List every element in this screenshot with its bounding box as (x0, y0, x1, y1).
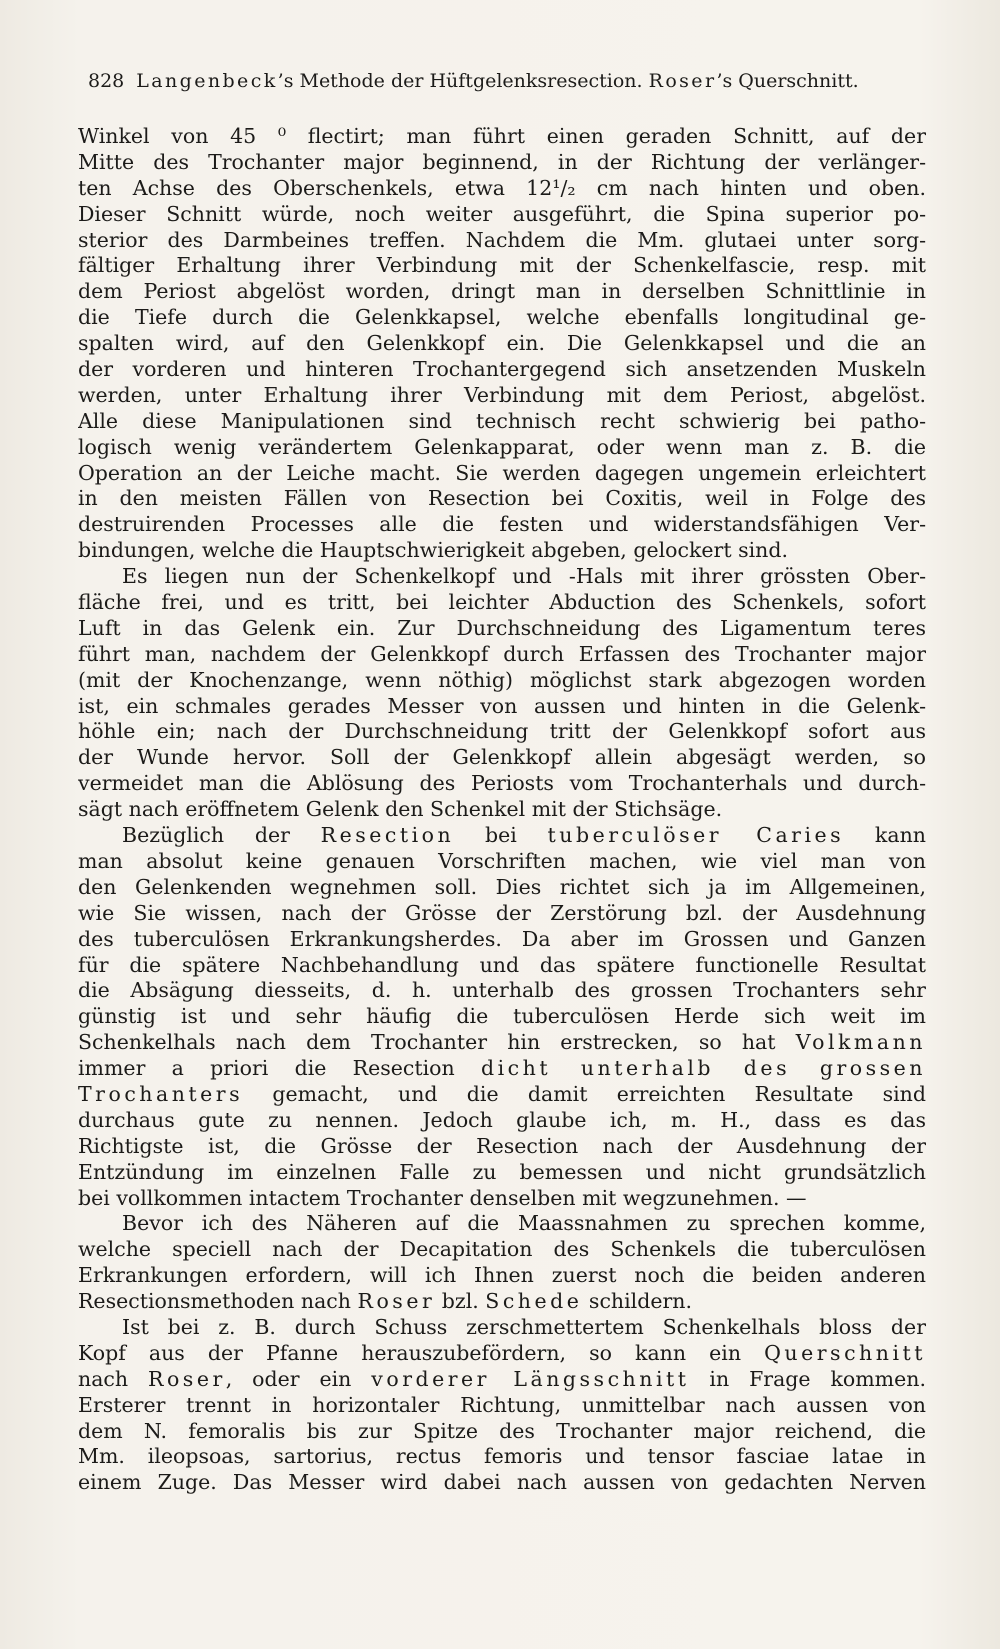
text-line (78, 461, 926, 487)
text-line (78, 331, 926, 357)
text-line (78, 978, 926, 1004)
text-segment: den Gelenkenden wegnehmen soll. Dies richtet sich ja im Allgemeinen, (78, 874, 926, 899)
text-segment: des tuberculösen Erkrankungsherdes. Da aber im Grossen und Ganzen (78, 926, 926, 951)
header-title: ’s Methode der Hüftgelenksresection. (277, 70, 643, 92)
text-line (78, 124, 926, 150)
header-author-2: Roser (648, 70, 717, 92)
text-segment: für die spätere Nachbehandlung und das spätere functionelle Resultat (78, 952, 926, 977)
text-segment: Ersterer trennt in horizontaler Richtung, unmittelbar nach aussen von (78, 1392, 926, 1417)
text-segment: sterior des Darmbeines treffen. Nachdem die Mm. glutaei unter sorg- (78, 227, 926, 252)
spaced-emphasis: Trochanters (78, 1081, 244, 1106)
text-segment: Mm. ileopsoas, sartorius, rectus femoris und tensor fasciae latae in (78, 1444, 926, 1469)
text-segment: kann (844, 823, 926, 848)
text-segment: spalten wird, auf den Gelenkkopf ein. Die Gelenkkapsel und die an (78, 331, 926, 356)
text-segment: logisch wenig verändertem Gelenkapparat, oder wenn man z. B. die (78, 434, 926, 459)
text-segment: nach (78, 1366, 149, 1391)
text-line (78, 409, 926, 435)
running-header (88, 66, 918, 96)
text-segment: in den meisten Fällen von Resection bei Coxitis, weil in Folge des (78, 486, 926, 511)
text-segment: bei (454, 823, 548, 848)
text-segment: ten Achse des Oberschenkels, etwa 12¹/₂ cm nach hinten und oben. (78, 175, 926, 200)
text-segment: Ist bei z. B. durch Schuss zerschmettertem Schenkelhals bloss der (122, 1314, 926, 1339)
text-line (78, 953, 926, 979)
text-line (78, 1134, 926, 1160)
text-line (78, 616, 926, 642)
page-number: 828 (88, 70, 125, 92)
text-segment: höhle ein; nach der Durchschneidung tritt der Gelenkkopf sofort aus (78, 719, 926, 744)
text-segment: die Absägung diesseits, d. h. unterhalb des grossen Trochanters sehr (78, 978, 926, 1003)
text-line (78, 228, 926, 254)
text-segment: Bezüglich der (122, 823, 321, 848)
text-line (78, 771, 926, 797)
text-segment: bindungen, welche die Hauptschwierigkeit abgeben, gelockert sind. (78, 538, 788, 563)
text-line (78, 1082, 926, 1108)
text-segment: bei vollkommen intactem Trochanter denselben mit wegzunehmen. — (78, 1185, 807, 1210)
text-line (78, 1160, 926, 1186)
text-line (78, 590, 926, 616)
text-line (78, 279, 926, 305)
text-segment: Operation an der Leiche macht. Sie werden dagegen ungemein erleichtert (78, 460, 926, 485)
text-segment: einem Zuge. Das Messer wird dabei nach aussen von gedachten Nerven (78, 1470, 926, 1495)
body-text (78, 124, 926, 1496)
text-segment: Resectionsmethoden nach (78, 1289, 358, 1314)
text-line (78, 927, 926, 953)
text-segment: Alle diese Manipulationen sind technisch recht schwierig bei patho- (78, 408, 926, 433)
text-segment: Es liegen nun der Schenkelkopf und -Hals mit ihrer grössten Ober- (122, 564, 926, 589)
text-line (78, 564, 926, 590)
text-line (78, 668, 926, 694)
spaced-emphasis: Roser (357, 1289, 436, 1314)
text-line (78, 797, 926, 823)
text-segment: Schenkelhals nach dem Trochanter hin erstrecken, so hat (78, 1030, 796, 1055)
text-segment: günstig ist und sehr häufig die tuberculösen Herde sich weit im (78, 1004, 926, 1029)
text-segment: führt man, nachdem der Gelenkkopf durch Erfassen des Trochanter major (78, 641, 926, 666)
text-line (78, 901, 926, 927)
text-line (78, 1419, 926, 1445)
text-line (78, 538, 926, 564)
text-segment: destruirenden Processes alle die festen und widerstandsfähigen Ver- (78, 512, 926, 537)
text-segment: man absolut keine genauen Vorschriften machen, wie viel man von (78, 848, 926, 873)
text-segment: Richtigste ist, die Grösse der Resection nach der Ausdehnung der (78, 1133, 926, 1158)
text-segment: ist, ein schmales gerades Messer von aussen und hinten in die Gelenk- (78, 693, 926, 718)
text-line (78, 1289, 926, 1315)
text-segment: welche speciell nach der Decapitation des Schenkels die tuberculösen (78, 1237, 926, 1262)
text-segment: dem Periost abgelöst worden, dringt man in derselben Schnittlinie in (78, 279, 926, 304)
spaced-emphasis: tuberculöser Caries (547, 823, 845, 848)
text-line (78, 849, 926, 875)
text-line (78, 1030, 926, 1056)
text-line (78, 383, 926, 409)
text-segment: Winkel von 45 ⁰ flectirt; man führt einen geraden Schnitt, auf der (78, 124, 926, 148)
spaced-emphasis: Roser (148, 1366, 226, 1391)
header-author: Langenbeck (136, 70, 278, 92)
text-segment: der vorderen und hinteren Trochantergegend sich ansetzenden Muskeln (78, 357, 926, 382)
text-line (78, 486, 926, 512)
spaced-emphasis: Volkmann (795, 1030, 926, 1055)
text-line (78, 150, 926, 176)
text-line (78, 1367, 926, 1393)
text-line (78, 719, 926, 745)
spaced-emphasis: Querschnitt (764, 1340, 926, 1365)
text-line (78, 1004, 926, 1030)
text-line (78, 1186, 926, 1212)
text-line (78, 512, 926, 538)
text-line (78, 1108, 926, 1134)
text-segment: Bevor ich des Näheren auf die Maassnahmen zu sprechen komme, (122, 1211, 926, 1236)
text-line (78, 1263, 926, 1289)
text-segment: bzl. (435, 1289, 486, 1314)
text-segment: (mit der Knochenzange, wenn nöthig) möglichst stark abgezogen worden (78, 667, 926, 692)
text-segment: die Tiefe durch die Gelenkkapsel, welche ebenfalls longitudinal ge- (78, 305, 926, 330)
text-segment: dem N. femoralis bis zur Spitze des Trochanter major reichend, die (78, 1418, 926, 1443)
spaced-emphasis: vorderer Längsschnitt (371, 1366, 690, 1391)
text-line (78, 202, 926, 228)
text-segment: immer a priori die Resection (78, 1056, 481, 1081)
text-line (78, 745, 926, 771)
text-line (78, 1393, 926, 1419)
text-segment: , oder ein (225, 1366, 372, 1391)
text-line (78, 1444, 926, 1470)
text-line (78, 1211, 926, 1237)
spaced-emphasis: Resection (320, 823, 455, 848)
spaced-emphasis: dicht unterhalb des grossen (480, 1056, 926, 1081)
text-segment: wie Sie wissen, nach der Grösse der Zerstörung bzl. der Ausdehnung (78, 900, 926, 925)
text-segment: schildern. (582, 1289, 693, 1314)
text-line (78, 435, 926, 461)
text-segment: sägt nach eröffnetem Gelenk den Schenkel mit der Stichsäge. (78, 797, 723, 822)
text-line (78, 1315, 926, 1341)
text-segment: Erkrankungen erfordern, will ich Ihnen zuerst noch die beiden anderen (78, 1263, 926, 1288)
text-segment: Mitte des Trochanter major beginnend, in der Richtung der verlänger- (78, 149, 926, 174)
text-line (78, 176, 926, 202)
text-line (78, 305, 926, 331)
text-segment: Dieser Schnitt würde, noch weiter ausgeführt, die Spina superior po- (78, 201, 926, 226)
text-segment: Kopf aus der Pfanne herauszubefördern, so kann ein (78, 1340, 765, 1365)
text-segment: der Wunde hervor. Soll der Gelenkkopf allein abgesägt werden, so (78, 745, 926, 770)
text-line (78, 357, 926, 383)
text-segment: Luft in das Gelenk ein. Zur Durchschneidung des Ligamentum teres (78, 615, 926, 640)
text-segment: durchaus gute zu nennen. Jedoch glaube ich, m. H., dass es das (78, 1107, 926, 1132)
text-line (78, 1056, 926, 1082)
text-line (78, 642, 926, 668)
text-segment: in Frage kommen. (689, 1366, 926, 1391)
text-line (78, 1237, 926, 1263)
text-line (78, 1470, 926, 1496)
text-line (78, 823, 926, 849)
text-segment: vermeidet man die Ablösung des Periosts vom Trochanterhals und durch- (78, 771, 926, 796)
text-line (78, 694, 926, 720)
text-line (78, 1341, 926, 1367)
text-segment: gemacht, und die damit erreichten Resultate sind (243, 1081, 926, 1106)
text-line (78, 875, 926, 901)
text-segment: fältiger Erhaltung ihrer Verbindung mit der Schenkelfascie, resp. mit (78, 253, 926, 278)
text-segment: werden, unter Erhaltung ihrer Verbindung mit dem Periost, abgelöst. (78, 382, 926, 407)
text-segment: Entzündung im einzelnen Falle zu bemessen und nicht grundsätzlich (78, 1159, 926, 1184)
spaced-emphasis: Schede (485, 1289, 583, 1314)
text-line (78, 253, 926, 279)
text-segment: fläche frei, und es tritt, bei leichter Abduction des Schenkels, sofort (78, 590, 926, 615)
header-title-end: ’s Querschnitt. (716, 70, 859, 92)
